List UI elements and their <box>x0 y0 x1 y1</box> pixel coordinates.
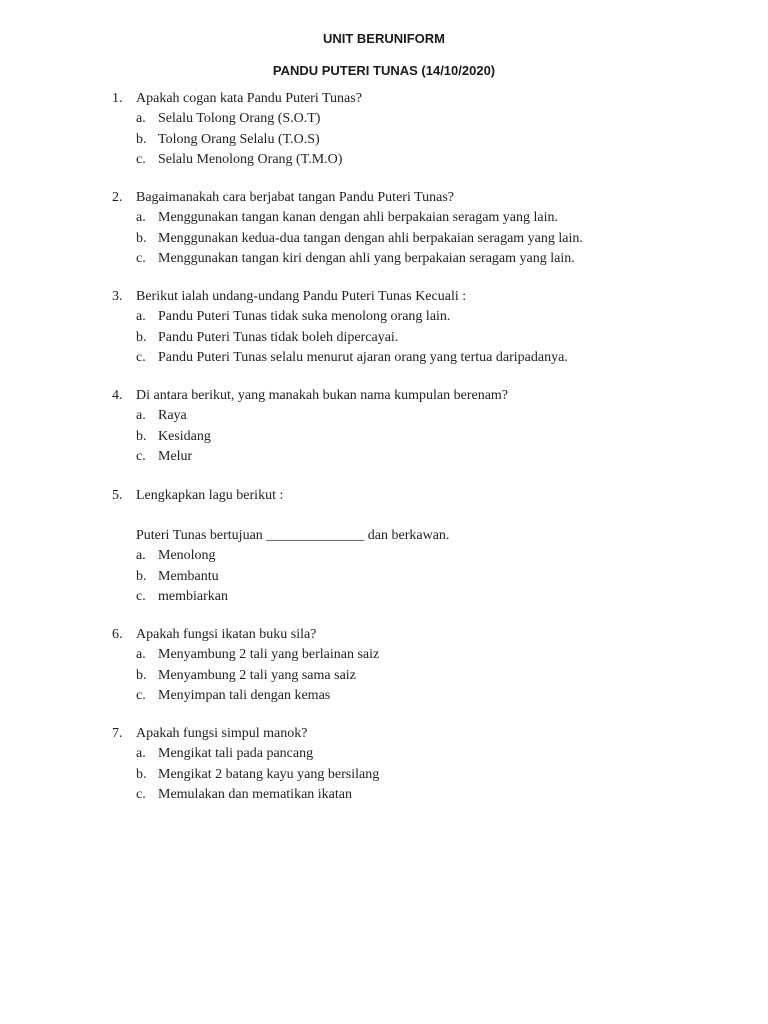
option-b <box>0 229 768 250</box>
option-letter: c. <box>136 449 146 464</box>
question-3 <box>0 287 768 369</box>
question-2 <box>0 188 768 270</box>
option-text: Menggunakan tangan kiri dengan ahli yang berpakaian seragam yang lain. <box>158 251 575 266</box>
document-title: UNIT BERUNIFORM <box>322 31 446 46</box>
option-letter: c. <box>136 251 146 266</box>
question-number: 3. <box>112 289 123 304</box>
option-letter: a. <box>136 408 146 423</box>
option-text: Menggunakan kedua-dua tangan dengan ahli berpakaian seragam yang lain. <box>158 230 583 246</box>
option-letter: c. <box>136 688 146 703</box>
fill-in-line <box>0 526 768 546</box>
option-letter: c. <box>136 589 146 604</box>
option-letter: b. <box>136 428 147 444</box>
option-letter: c. <box>136 152 146 167</box>
option-text: Menyimpan tali dengan kemas <box>158 688 331 703</box>
option-letter: b. <box>136 568 147 584</box>
option-text: Mengikat 2 batang kayu yang bersilang <box>158 766 380 782</box>
question-text: Lengkapkan lagu berikut : <box>136 488 284 503</box>
option-letter: a. <box>136 548 146 563</box>
option-letter: a. <box>136 210 146 225</box>
option-text: Mengikat tali pada pancang <box>158 746 314 761</box>
option-c <box>0 150 768 171</box>
option-b <box>0 328 768 349</box>
option-text: Kesidang <box>158 428 211 444</box>
option-text: Selalu Menolong Orang (T.M.O) <box>158 152 343 167</box>
option-text: Raya <box>158 408 187 423</box>
document-subtitle: PANDU PUTERI TUNAS (14/10/2020) <box>272 63 496 78</box>
option-a <box>0 109 768 130</box>
question-number: 1. <box>112 91 123 106</box>
option-letter: a. <box>136 647 146 662</box>
question-4 <box>0 386 768 468</box>
option-letter: c. <box>136 350 146 365</box>
question-text: Apakah cogan kata Pandu Puteri Tunas? <box>136 91 362 106</box>
option-letter: a. <box>136 746 146 761</box>
option-c <box>0 785 768 806</box>
question-1 <box>0 89 768 171</box>
option-text: Pandu Puteri Tunas tidak boleh dipercayai. <box>158 329 399 345</box>
question-number: 2. <box>112 190 123 205</box>
option-c <box>0 587 768 608</box>
question-text: Bagaimanakah cara berjabat tangan Pandu Puteri Tunas? <box>136 190 455 205</box>
question-5 <box>0 486 768 608</box>
option-letter: b. <box>136 131 147 147</box>
option-letter: a. <box>136 111 146 126</box>
question-text: Apakah fungsi ikatan buku sila? <box>136 627 317 642</box>
option-text: Menyambung 2 tali yang berlainan saiz <box>158 647 380 662</box>
option-text: Menyambung 2 tali yang sama saiz <box>158 667 356 683</box>
option-a <box>0 744 768 765</box>
option-a <box>0 546 768 567</box>
question-number: 6. <box>112 627 123 642</box>
option-letter: c. <box>136 787 146 802</box>
question-text: Berikut ialah undang-undang Pandu Puteri Tunas Kecuali : <box>136 289 467 304</box>
option-text: membiarkan <box>158 589 228 604</box>
option-letter: b. <box>136 667 147 683</box>
option-text: Pandu Puteri Tunas tidak suka menolong orang lain. <box>158 309 451 324</box>
option-c <box>0 249 768 270</box>
option-text: Pandu Puteri Tunas selalu menurut ajaran orang yang tertua daripadanya. <box>158 350 568 365</box>
question-number: 4. <box>112 388 123 403</box>
question-7 <box>0 724 768 806</box>
option-c <box>0 348 768 369</box>
option-a <box>0 307 768 328</box>
question-number: 7. <box>112 726 123 741</box>
question-text: Apakah fungsi simpul manok? <box>136 726 308 741</box>
option-text: Melur <box>158 449 193 464</box>
option-a <box>0 406 768 427</box>
option-b <box>0 765 768 786</box>
option-b <box>0 666 768 687</box>
question-6 <box>0 625 768 707</box>
question-text: Di antara berikut, yang manakah bukan nama kumpulan berenam? <box>136 388 509 403</box>
option-letter: a. <box>136 309 146 324</box>
option-text: Membantu <box>158 568 219 584</box>
option-text: Memulakan dan mematikan ikatan <box>158 787 352 802</box>
option-text: Menolong <box>158 548 216 563</box>
option-text: Selalu Tolong Orang (S.O.T) <box>158 111 321 126</box>
fill-in-text: Puteri Tunas bertujuan ______________ dan berkawan. <box>136 528 450 543</box>
option-text: Tolong Orang Selalu (T.O.S) <box>158 131 320 147</box>
option-b <box>0 130 768 151</box>
option-c <box>0 686 768 707</box>
option-letter: b. <box>136 230 147 246</box>
option-text: Menggunakan tangan kanan dengan ahli berpakaian seragam yang lain. <box>158 210 559 225</box>
question-number: 5. <box>112 488 123 503</box>
option-b <box>0 567 768 588</box>
option-c <box>0 447 768 468</box>
option-letter: b. <box>136 766 147 782</box>
option-a <box>0 208 768 229</box>
option-letter: b. <box>136 329 147 345</box>
option-a <box>0 645 768 666</box>
option-b <box>0 427 768 448</box>
